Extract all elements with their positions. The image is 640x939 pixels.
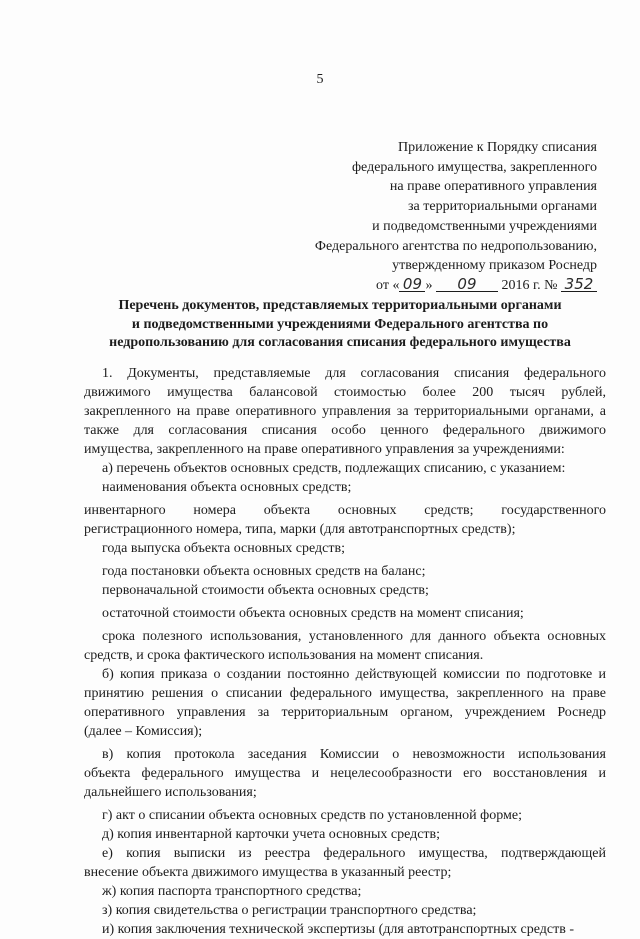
- title-line: недропользованию для согласования списания федерального имущества: [109, 335, 571, 350]
- handwritten-order-number: 352: [561, 277, 597, 292]
- handwritten-month: 09: [436, 277, 498, 292]
- date-prefix: от «: [376, 277, 400, 293]
- page-number: 5: [316, 72, 324, 87]
- item-zh: ж) копия паспорта транспортного средства;: [102, 884, 362, 899]
- item-a-4: года постановки объекта основных средств на баланс;: [102, 564, 426, 579]
- text-line: оперативного управления за территориальным органом, учреждением Роснедр: [84, 705, 606, 720]
- appendix-line: федерального имущества, закрепленного: [351, 159, 597, 175]
- title-line: и подведомственными учреждениями Федерального агентства по: [131, 316, 549, 332]
- title-line: Перечень документов, представляемых территориальными органами: [118, 298, 562, 313]
- appendix-date-line: [277, 276, 597, 296]
- text-line: движимого имущества балансовой стоимостью более 200 тысяч рублей,: [84, 385, 606, 400]
- text-line: срока полезного использования, установленного для данного объекта основных: [102, 629, 606, 644]
- date-year: 2016 г. №: [501, 277, 558, 293]
- handwritten-day: 09: [399, 277, 425, 292]
- text-line: средств, и срока фактического использования на момент списания.: [84, 648, 484, 663]
- item-a-1: наименования объекта основных средств;: [102, 480, 352, 495]
- appendix-line: за территориальными органами: [408, 199, 597, 215]
- text-line: 1. Документы, представляемые для согласования списания федерального: [102, 366, 606, 381]
- appendix-line: Федерального агентства по недропользованию,: [314, 238, 597, 254]
- document-title: [85, 297, 595, 353]
- text-line: инвентарного номера объекта основных средств; государственного: [84, 503, 606, 518]
- text-line: объекта федерального имущества и нецелесообразности его восстановления и: [84, 766, 606, 781]
- item-e: [84, 844, 606, 882]
- item-v: [84, 745, 606, 802]
- text-line: также для согласования списания особо ценного федерального движимого: [84, 423, 606, 438]
- item-i: и) копия заключения технической экспертизы (для автотранспортных средств -: [102, 922, 575, 937]
- text-line: б) копия приказа о создании постоянно действующей комиссии по подготовке и: [102, 667, 606, 682]
- text-line: имущества, закрепленного на праве оперативного управления за учреждениями:: [84, 442, 565, 457]
- item-a-6: остаточной стоимости объекта основных средств на момент списания;: [102, 606, 524, 621]
- appendix-header: [277, 138, 597, 296]
- text-line: в) копия протокола заседания Комиссии о невозможности использования: [102, 747, 606, 762]
- text-line: дальнейшего использования;: [84, 785, 257, 800]
- item-d: д) копия инвентарной карточки учета основных средств;: [102, 827, 441, 842]
- appendix-line: утвержденному приказом Роснедр: [392, 258, 597, 274]
- item-a: а) перечень объектов основных средств, подлежащих списанию, с указанием:: [102, 461, 566, 476]
- appendix-line: на праве оперативного управления: [389, 179, 597, 195]
- appendix-line: Приложение к Порядку списания: [398, 140, 597, 155]
- item-g: г) акт о списании объекта основных средств по установленной форме;: [102, 808, 522, 823]
- text-line: регистрационного номера, типа, марки (для автотранспортных средств);: [84, 522, 516, 537]
- item-a-7: [84, 627, 606, 665]
- item-a-3: года выпуска объекта основных средств;: [102, 541, 345, 556]
- date-mid: »: [425, 277, 433, 293]
- text-line: (далее – Комиссия);: [84, 724, 203, 739]
- item-z: з) копия свидетельства о регистрации транспортного средства;: [102, 903, 477, 918]
- text-line: принятию решения о списании федерального имущества, закрепленного на праве: [84, 686, 606, 701]
- paragraph-1: [84, 364, 606, 459]
- text-line: внесение объекта движимого имущества в указанный реестр;: [84, 865, 452, 880]
- text-line: закрепленного на праве оперативного управления за территориальными органами, а: [84, 404, 606, 419]
- item-a-2: [84, 501, 606, 539]
- appendix-line: и подведомственными учреждениями: [372, 218, 597, 234]
- item-b: [84, 665, 606, 741]
- item-a-5: первоначальной стоимости объекта основных средств;: [102, 583, 429, 598]
- text-line: е) копия выписки из реестра федерального имущества, подтверждающей: [102, 846, 606, 861]
- document-body: [84, 364, 606, 939]
